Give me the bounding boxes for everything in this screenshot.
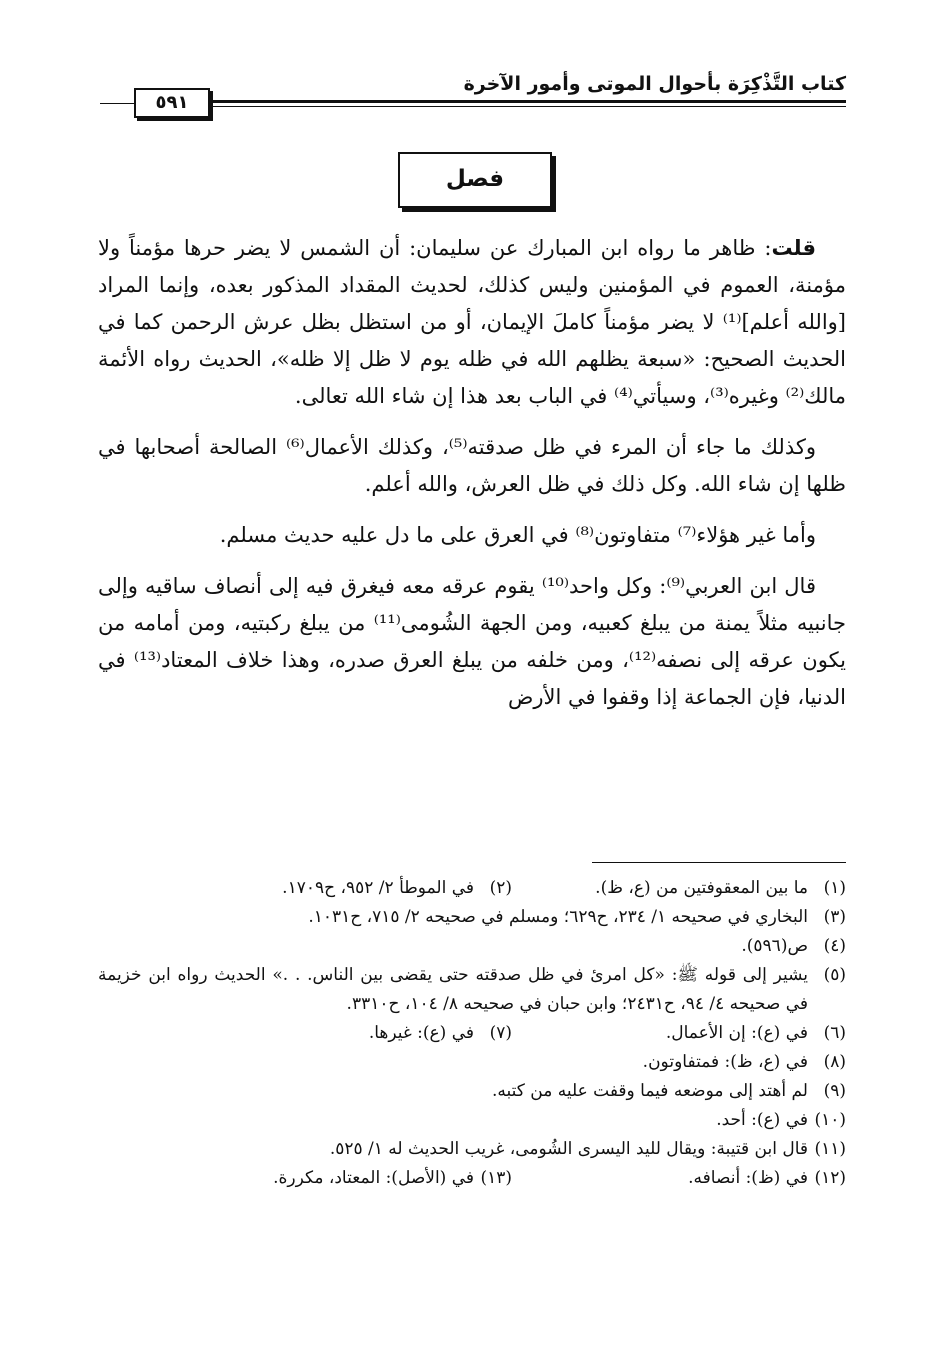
- footnote-text: في (ع، ظ): فمتفاوتون.: [642, 1052, 808, 1072]
- footnote-7: [369, 1019, 512, 1048]
- footnote-12: [512, 1164, 846, 1193]
- footnote-text: في (ظ): أنصافه.: [688, 1168, 808, 1188]
- footnote-3: [98, 903, 846, 932]
- running-title: كتاب التَّذْكِرَة بأحوال الموتى وأمور الآخرة: [463, 73, 846, 95]
- header-rule-thin: [212, 106, 846, 107]
- footnote-number: (١): [823, 878, 846, 898]
- paragraph-1-text: : ظاهر ما رواه ابن المبارك عن سليمان: أن الشمس لا يضر حرها مؤمناً ولا مؤمنة، العموم في المؤمنين وليس كذلك، لحديث المقداد المذكور بعده، وإنما المراد [والله أعلم]⁽¹⁾ لا يضر مؤمناً كاملَ الإيمان، أو من استظل بظل عرش الرحمن كما في الحديث الصحيح: «سبعة يظلهم الله في ظله يوم لا ظل إلا ظله»، الحديث رواه الأئمة مالك⁽²⁾ وغيره⁽³⁾، وسيأتي⁽⁴⁾ في الباب بعد هذا إن شاء الله تعالى.: [98, 236, 846, 408]
- footnote-2: [282, 874, 512, 903]
- footnote-number: (٥): [823, 965, 846, 985]
- footnote-6: [512, 1019, 846, 1048]
- footnote-text: قال ابن قتيبة: ويقال لليد اليسرى الشُومى، غريب الحديث له ١/ ٥٢٥.: [329, 1139, 808, 1159]
- paragraph-3: وأما غير هؤلاء⁽⁷⁾ متفاوتون⁽⁸⁾ في العرق على ما دل عليه حديث مسلم.: [219, 523, 816, 547]
- footnote-separator: [592, 862, 846, 863]
- footnote-9: [98, 1077, 846, 1106]
- footnote-text: في (ع): إن الأعمال.: [665, 1023, 808, 1043]
- section-title: فصل: [398, 152, 552, 208]
- footnote-number: (١١): [814, 1139, 846, 1159]
- footnote-text: البخاري في صحيحه ١/ ٢٣٤، ح٦٢٩؛ ومسلم في صحيحه ٢/ ٧١٥، ح١٠٣١.: [308, 907, 808, 927]
- footnote-11: [98, 1135, 846, 1164]
- footnote-text: في الموطأ ٢/ ٩٥٢، ح١٧٠٩.: [282, 878, 474, 898]
- footnote-8: [98, 1048, 846, 1077]
- footnote-number: (٤): [823, 936, 846, 956]
- footnote-number: (٩): [823, 1081, 846, 1101]
- main-text: [98, 230, 846, 730]
- footnote-number: (٦): [823, 1023, 846, 1043]
- paragraph-lead-word: قلت: [771, 236, 816, 260]
- footnote-text: في (ع): أحد.: [716, 1110, 808, 1130]
- footnote-text: يشير إلى قوله ﷺ: «كل امرئ في ظل صدقته حتى يقضى بين الناس. . .» الحديث رواه ابن خزيمة في صحيحه ٤/ ٩٤، ح٢٤٣١؛ وابن حبان في صحيحه ٨/ ١٠٤، ح٣٣١٠.: [98, 965, 808, 1014]
- footnote-text: ما بين المعقوفتين من (ع، ظ).: [595, 878, 808, 898]
- paragraph-2: وكذلك ما جاء أن المرء في ظل صدقته⁽⁵⁾، وكذلك الأعمال⁽⁶⁾ الصالحة أصحابها في ظلها إن شاء الله. وكل ذلك في ظل العرش، والله أعلم.: [98, 435, 846, 496]
- footnote-row: [98, 1164, 846, 1193]
- page-number: ٥٩١: [134, 88, 210, 118]
- footnote-text: لم أهتد إلى موضعه فيما وقفت عليه من كتبه.: [491, 1081, 808, 1101]
- footnote-number: (١٣): [480, 1168, 512, 1188]
- footnote-row: [98, 874, 846, 903]
- header-rule-thick: [212, 100, 846, 103]
- paragraph-4: قال ابن العربي⁽⁹⁾: وكل واحد⁽¹⁰⁾ يقوم عرقه معه فيغرق فيه إلى أنصاف ساقيه وإلى جانبيه مثلاً يمنة من يبلغ كعبيه، ومن الجهة الشُومى⁽¹¹⁾ من يبلغ ركبتيه، ومن أمامه من يكون عرقه إلى نصفه⁽¹²⁾، ومن خلفه من يبلغ العرق صدره، وهذا خلاف المعتاد⁽¹³⁾ في الدنيا، فإن الجماعة إذا وقفوا في الأرض: [98, 574, 847, 709]
- footnote-text: ص(٥٩٦).: [741, 936, 808, 956]
- footnote-row: [98, 1019, 846, 1048]
- footnote-number: (١٠): [814, 1110, 846, 1130]
- header-rule-left: [100, 103, 134, 104]
- footnote-number: (٢): [489, 878, 512, 898]
- footnote-number: (٨): [823, 1052, 846, 1072]
- footnote-10: [98, 1106, 846, 1135]
- footnote-number: (٧): [489, 1023, 512, 1043]
- footnote-text: في (الأصل): المعتاد، مكررة.: [273, 1168, 474, 1188]
- footnote-1: [512, 874, 846, 903]
- footnote-number: (٣): [823, 907, 846, 927]
- paragraph-1: [98, 230, 846, 415]
- footnote-13: [273, 1164, 512, 1193]
- footnote-text: في (ع): غيرها.: [368, 1023, 474, 1043]
- footnote-5: [98, 961, 846, 1019]
- footnotes: [98, 874, 846, 1193]
- footnote-4: [98, 932, 846, 961]
- footnote-number: (١٢): [814, 1168, 846, 1188]
